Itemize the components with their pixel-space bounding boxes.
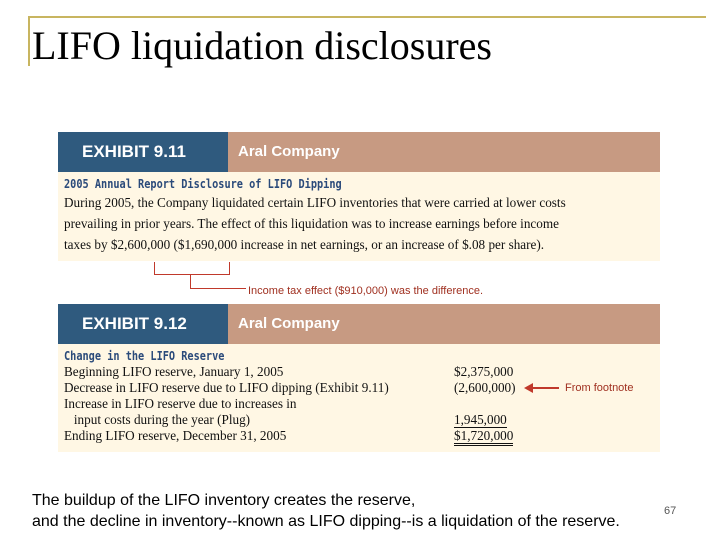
row-label: Beginning LIFO reserve, January 1, 2005: [64, 364, 284, 379]
row-amount: $2,375,000: [454, 364, 514, 379]
row-label: Decrease in LIFO reserve due to LIFO dipping (Exhibit 9.11): [64, 380, 389, 395]
table-row: [64, 412, 654, 428]
table-row: [64, 364, 654, 380]
arrow-left-icon: [524, 383, 533, 393]
annotation-bracket: [154, 262, 230, 275]
row-label: Increase in LIFO reserve due to increases in: [64, 396, 297, 411]
exhibit-subtitle: Change in the LIFO Reserve: [64, 348, 225, 363]
row-amount: $1,720,000: [454, 428, 513, 446]
exhibit-subtitle: 2005 Annual Report Disclosure of LIFO Dipping: [64, 176, 342, 191]
bottom-explanation: [32, 490, 620, 532]
bottom-line-1: The buildup of the LIFO inventory creates the reserve,: [32, 492, 416, 509]
row-label: Ending LIFO reserve, December 31, 2005: [64, 428, 287, 443]
row-amount: 1,945,000: [454, 412, 507, 427]
bottom-line-2: and the decline in inventory--known as LIFO dipping--is a liquidation of the reserve.: [32, 513, 620, 530]
exhibit-line: During 2005, the Company liquidated certain LIFO inventories that were carried at lower costs: [64, 195, 566, 210]
exhibit-company: Aral Company: [228, 304, 660, 344]
row-amount: (2,600,000): [454, 380, 516, 395]
table-row: [64, 380, 654, 396]
income-tax-note: Income tax effect ($910,000) was the difference.: [248, 285, 484, 297]
footnote-arrow: [524, 380, 654, 396]
annotation-connector: [190, 288, 246, 289]
from-footnote-label: From footnote: [565, 382, 634, 394]
exhibit-number: EXHIBIT 9.12: [58, 304, 228, 344]
exhibit-number: EXHIBIT 9.11: [58, 132, 228, 172]
page-number: 67: [664, 505, 677, 517]
lifo-reserve-table: [64, 364, 654, 444]
frame-top-rule: [28, 16, 706, 18]
table-row: [64, 428, 654, 444]
frame-left-rule: [28, 16, 30, 66]
table-row: [64, 396, 654, 412]
exhibit-line: taxes by $2,600,000 ($1,690,000 increase in net earnings, or an increase of $.08 per share).: [64, 237, 545, 252]
exhibit-line: prevailing in prior years. The effect of this liquidation was to increase earnings before income: [64, 216, 559, 231]
slide-title: LIFO liquidation disclosures: [32, 23, 492, 68]
exhibit-9-11: [58, 132, 660, 261]
exhibit-company: Aral Company: [228, 132, 660, 172]
row-amount: [454, 396, 524, 412]
annotation-connector: [190, 274, 191, 288]
exhibit-9-12: [58, 304, 660, 452]
row-label: input costs during the year (Plug): [64, 412, 251, 427]
